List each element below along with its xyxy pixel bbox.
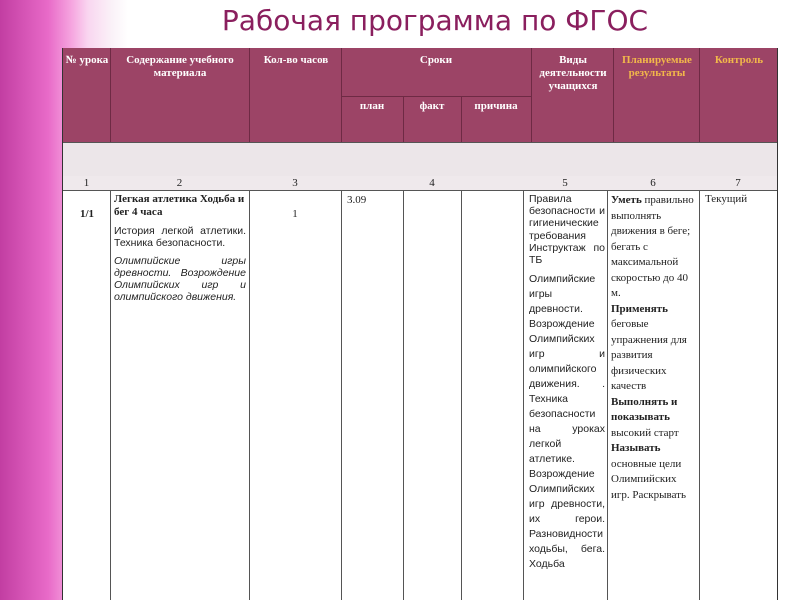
results-cell — [611, 193, 695, 503]
result-item: Выполнять и показывать высокий старт — [611, 395, 679, 439]
col-number: 6 — [650, 177, 656, 189]
header-content: Содержание учебного материала — [126, 54, 234, 79]
col-number: 3 — [292, 177, 298, 189]
header-activities: Виды деятельности учащихся — [539, 54, 607, 92]
header-fact: факт — [419, 100, 445, 112]
col-number: 5 — [562, 177, 568, 189]
col-number: 2 — [176, 177, 183, 189]
lesson-number: 1/1 — [79, 208, 95, 220]
program-table — [62, 48, 778, 600]
header-hours: Кол-во часов — [263, 54, 329, 66]
col-number: 4 — [429, 177, 435, 189]
content-olympic: Олимпийские игры древности. Возрождение Олимпийских игр и олимпийского движения. — [114, 255, 246, 303]
header-dates: Сроки — [419, 54, 453, 66]
header-lesson-num: № урока — [65, 54, 109, 66]
table-header — [63, 48, 777, 142]
result-item: Уметь правильно выполнять движения в беге; бегать с максимальной скоростью до 40 м. — [611, 194, 694, 299]
col-number: 1 — [83, 177, 90, 189]
activities-details: Олимпийские игры древности. Возрождение Олимпийских игр и олимпийского движения. . Техника безопасности на уроках легкой атлетике. Возрождение Олимпийских игр древности, их герои. Разновидности ходьбы, бега. Ходьба — [529, 273, 605, 571]
content-title: Легкая атлетика Ходьба и бег 4 часа — [114, 193, 245, 218]
activities-safety: Правила безопасности и гигиенические требования Инструктаж по ТБ — [529, 193, 605, 267]
control-value: Текущий — [705, 193, 748, 205]
content-cell — [114, 193, 246, 303]
header-reason: причина — [474, 100, 518, 112]
plan-date: 3.09 — [347, 194, 367, 206]
column-number-row — [63, 176, 777, 191]
activities-cell — [529, 193, 605, 572]
result-item: Применять беговые упражнения для развития физических качеств — [611, 302, 687, 392]
page-title: Рабочая программа по ФГОС — [221, 4, 649, 37]
hours-value: 1 — [292, 208, 298, 220]
header-plan: план — [359, 100, 385, 112]
header-results: Планируемые результаты — [622, 54, 692, 79]
col-number: 7 — [735, 177, 741, 189]
result-item: Называть основные цели Олимпийских игр. Раскрывать — [611, 442, 686, 501]
content-history: История легкой атлетики. Техника безопасности. — [114, 225, 246, 249]
header-control: Контроль — [714, 54, 764, 66]
empty-row — [63, 142, 777, 178]
